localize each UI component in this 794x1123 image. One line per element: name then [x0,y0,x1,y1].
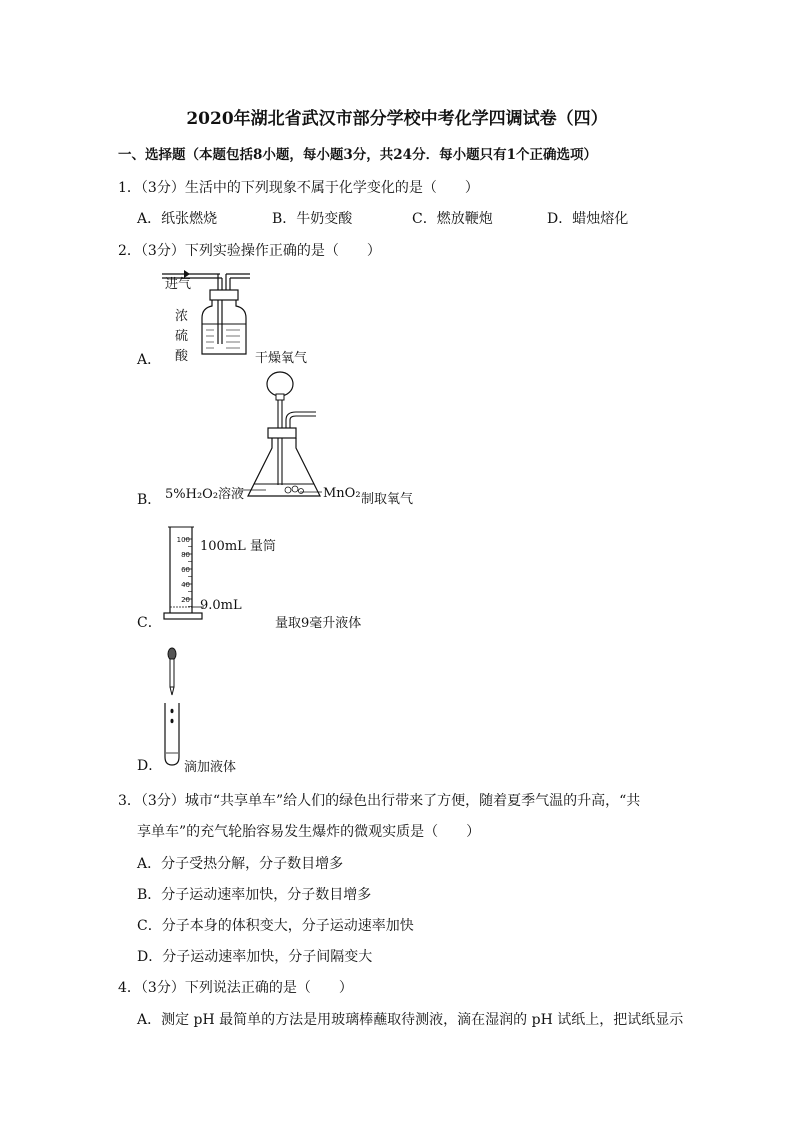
question-3-stem-line1: 3．（3分）城市“共享单车”给人们的绿色出行带来了方便，随着夏季气温的升高，“共 [118,793,641,809]
question-4-stem: 4．（3分）下列说法正确的是（ ） [118,980,353,996]
cylinder-tick-label: 80 [181,551,190,559]
option-c-caption: 量取9毫升液体 [275,616,362,631]
option-d-caption: 滴加液体 [184,760,237,775]
question-2-stem: 2．（3分）下列实验操作正确的是（ ） [118,243,381,259]
q3-option-b: B．分子运动速率加快，分子数目增多 [137,887,372,903]
acid-label-2: 硫 [175,329,189,344]
volume-label: 9.0mL [200,598,242,613]
mno2-label: MnO₂ [323,486,361,501]
option-a-caption: 干燥氧气 [255,351,308,366]
cylinder-tick-label: 20 [181,596,190,604]
q2-option-c-letter: C． [137,615,162,631]
q1-option-c: C．燃放鞭炮 [412,211,493,227]
question-1-stem: 1．（3分）生活中的下列现象不属于化学变化的是（ ） [118,180,479,196]
h2o2-label: 5%H₂O₂溶液 [165,487,245,502]
q3-option-a: A．分子受热分解，分子数目增多 [137,856,344,872]
q1-option-b: B．牛奶变酸 [272,211,353,227]
q1-option-d: D．蜡烛熔化 [547,211,629,227]
q2-option-a-letter: A． [137,352,162,368]
acid-label-1: 浓 [175,309,189,324]
cylinder-tick-label: 100 [176,536,190,544]
cylinder-tick-label: 60 [181,566,190,574]
q4-option-a: A．测定 pH 最简单的方法是用玻璃棒蘸取待测液，滴在湿润的 pH 试纸上，把试纸显示 [137,1012,684,1028]
page-title: 2020年湖北省武汉市部分学校中考化学四调试卷（四） [186,109,608,129]
q1-option-a: A．纸张燃烧 [137,211,218,227]
inlet-label: 进气 [165,277,192,292]
question-3-stem-line2: 享单车”的充气轮胎容易发生爆炸的微观实质是（ ） [137,824,481,840]
q3-option-c: C．分子本身的体积变大，分子运动速率加快 [137,918,414,934]
q2-option-d-letter: D． [137,758,163,774]
q3-option-d: D．分子运动速率加快，分子间隔变大 [137,949,373,965]
cylinder-label: 100mL 量筒 [200,539,276,554]
acid-label-3: 酸 [175,349,189,364]
cylinder-tick-label: 40 [181,581,190,589]
q2-option-b-letter: B． [137,492,162,508]
option-b-caption: 制取氧气 [361,492,414,507]
dropper-test-tube-diagram [160,645,190,770]
section-heading: 一、选择题（本题包括8小题，每小题3分，共24分．每小题只有1个正确选项） [118,147,597,163]
